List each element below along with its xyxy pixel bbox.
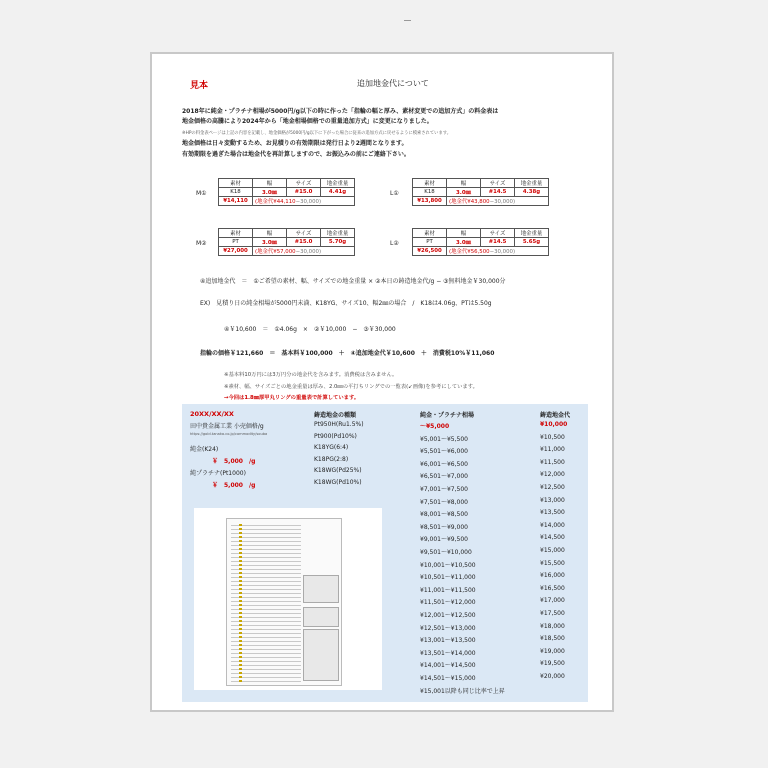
intro-line-2: 地金価格の高騰により2024年から「地金相場価格での重量追加方式」に変更になりました。: [182, 118, 433, 125]
intro-line-3: 地金価格は日々変動するため、お見積りの有効期限は発行日より2週間となります。: [182, 140, 408, 147]
casting-cost: ¥12,000: [540, 471, 565, 479]
weight-table-thumbnail: [226, 518, 342, 686]
cost-header: 鋳造地金代: [540, 412, 571, 419]
spec-weight: 5.65g: [515, 238, 549, 247]
spec-detail: (地金代¥56,500: [449, 249, 490, 255]
spec-detail-deduction: −30,000): [489, 249, 516, 255]
platinum-price: ￥ 5,000 /g: [212, 482, 256, 489]
casting-cost: ¥18,500: [540, 635, 565, 643]
thumbnail-marker: [239, 528, 242, 530]
market-range: ¥7,001〜¥7,500: [420, 486, 468, 493]
spec-header-cell: サイズ: [287, 229, 321, 238]
thumbnail-marker: [239, 628, 242, 630]
market-range: ¥14,501〜¥15,000: [420, 675, 476, 682]
casting-cost: ¥12,500: [540, 484, 565, 491]
thumbnail-marker: [239, 564, 242, 566]
spec-material: PT: [219, 238, 253, 247]
spec-price: ¥13,800: [413, 197, 447, 206]
thumbnail-marker: [239, 640, 242, 642]
thumbnail-marker: [239, 632, 242, 634]
casting-cost: ¥17,000: [540, 597, 565, 605]
thumbnail-marker: [239, 560, 242, 562]
casting-item: K18PG(2:8): [314, 455, 349, 463]
thumbnail-marker: [239, 540, 242, 542]
formula-example: ④￥10,600 ＝ ①4.06g × ②￥10,000 − ③￥30,000: [224, 326, 396, 333]
thumbnail-marker: [239, 624, 242, 626]
thumbnail-box: [303, 607, 339, 627]
spec-header-cell: 素材: [413, 179, 447, 188]
market-header: 純金・プラチナ相場: [420, 412, 475, 419]
spec-width: 3.0㎜: [447, 188, 481, 197]
market-range: ¥6,501〜¥7,000: [420, 473, 468, 481]
thumbnail-marker: [239, 612, 242, 614]
price-source-url: https://gold.tanaka.co.jp/commodity/souba: [190, 432, 268, 436]
thumbnail-marker: [239, 676, 242, 678]
spec-price: ¥26,500: [413, 247, 447, 256]
thumbnail-marker: [239, 524, 242, 526]
spec-detail: (地金代¥57,000: [255, 249, 296, 255]
casting-cost: ¥13,500: [540, 509, 565, 517]
thumbnail-marker: [239, 536, 242, 538]
spec-table-label: L①: [390, 190, 399, 197]
market-range: ¥9,501〜¥10,000: [420, 549, 472, 556]
thumbnail-marker: [239, 572, 242, 574]
market-range: ¥8,501〜¥9,000: [420, 523, 468, 531]
spec-table: [412, 228, 549, 256]
casting-item: Pt900(Pd10%): [314, 432, 357, 440]
spec-weight: 4.38g: [515, 188, 549, 197]
note-weight-table: ※素材、幅、サイズごとの地金重量は厚み、2.0㎜の平打ちリングでの一覧表(↙画像)を参考にしています。: [224, 384, 478, 390]
intro-line-1: 2018年に純金・プラチナ相場が5000円/g以下の時に作った「指輪の幅と厚み、素材変更での追加方式」の料金表は: [182, 108, 499, 115]
market-range: ¥13,001〜¥13,500: [420, 637, 476, 645]
market-range: 〜¥5,000: [420, 423, 450, 430]
thumbnail-marker: [239, 620, 242, 622]
document-title: 追加地金代について: [357, 79, 429, 88]
spec-detail: (地金代¥44,110: [255, 199, 296, 205]
thumbnail-marker: [239, 576, 242, 578]
formula-ring-price: 指輪の価格￥121,660 ＝ 基本料￥100,000 ＋ ④追加地金代￥10,600 ＋ 消費税10%￥11,060: [200, 350, 495, 357]
casting-cost: ¥19,500: [540, 660, 565, 668]
note-calculation: →今回は1.8㎜厚甲丸リングの重量表で計算しています。: [224, 395, 360, 401]
market-range: ¥9,001〜¥9,500: [420, 536, 468, 544]
casting-item: Pt950H(Ru1.5%): [314, 421, 364, 428]
spec-width: 3.0㎜: [253, 188, 287, 197]
thumbnail-marker: [239, 596, 242, 598]
thumbnail-marker: [239, 672, 242, 674]
casting-cost: ¥17,500: [540, 610, 565, 617]
platinum-label: 純プラチナ(Pt1000): [190, 470, 246, 477]
spec-table-label: M②: [196, 240, 207, 247]
spec-detail: (地金代¥43,800: [449, 199, 490, 205]
formula-additional-metal: ④追加地金代 ＝ ①ご希望の素材、幅、サイズでの地金重量 × ②本日の鋳造地金代/g − ③無料地金￥30,000分: [200, 278, 506, 285]
spec-size: #15.0: [287, 188, 321, 197]
casting-cost: ¥10,500: [540, 433, 565, 441]
casting-item: K18WG(Pd10%): [314, 479, 362, 486]
market-range: ¥7,501〜¥8,000: [420, 498, 468, 506]
spec-price: ¥14,110: [219, 197, 253, 206]
casting-item: K18WG(Pd25%): [314, 467, 362, 475]
market-range: ¥8,001〜¥8,500: [420, 511, 468, 519]
gold-label: 純金(K24): [190, 446, 219, 453]
market-range: ¥14,001〜¥14,500: [420, 662, 476, 670]
casting-cost: ¥14,500: [540, 534, 565, 542]
spec-header-cell: サイズ: [481, 229, 515, 238]
casting-cost: ¥11,500: [540, 458, 565, 466]
page-indicator: [404, 20, 411, 21]
spec-material: K18: [413, 188, 447, 197]
price-panel: [182, 404, 588, 702]
market-range: ¥5,501〜¥6,000: [420, 448, 468, 456]
spec-size: #14.5: [481, 188, 515, 197]
casting-cost: ¥20,000: [540, 673, 565, 680]
market-range: ¥13,501〜¥14,000: [420, 649, 476, 657]
spec-table: [218, 228, 355, 256]
spec-header-cell: 素材: [219, 229, 253, 238]
thumbnail-marker: [239, 644, 242, 646]
market-range: ¥10,501〜¥11,000: [420, 574, 476, 582]
thumbnail-marker: [239, 608, 242, 610]
spec-detail-deduction: −30,000): [489, 199, 516, 205]
spec-width: 3.0㎜: [447, 238, 481, 247]
sample-label: 見本: [190, 81, 209, 91]
spec-table: [218, 178, 355, 206]
intro-line-4: 有効期限を過ぎた場合は地金代を再計算しますので、お振込みの前にご連絡下さい。: [182, 151, 410, 158]
spec-table-label: M①: [196, 190, 207, 197]
spec-width: 3.0㎜: [253, 238, 287, 247]
thumbnail-marker: [239, 680, 242, 682]
spec-header-cell: 地金重量: [515, 229, 549, 238]
spec-header-cell: 地金重量: [321, 229, 355, 238]
casting-header: 鋳造地金の種類: [314, 412, 357, 419]
thumbnail-marker: [239, 616, 242, 618]
spec-size: #15.0: [287, 238, 321, 247]
spec-material: PT: [413, 238, 447, 247]
spec-detail-deduction: −30,000): [295, 249, 322, 255]
thumbnail-marker: [239, 548, 242, 550]
casting-cost: ¥16,000: [540, 572, 565, 580]
market-range: ¥10,001〜¥10,500: [420, 561, 476, 569]
spec-header-cell: 幅: [447, 229, 481, 238]
thumbnail-marker: [239, 604, 242, 606]
thumbnail-marker: [239, 580, 242, 582]
thumbnail-marker: [239, 592, 242, 594]
casting-cost: ¥13,000: [540, 496, 565, 504]
spec-header-cell: 素材: [219, 179, 253, 188]
spec-header-cell: 幅: [253, 179, 287, 188]
thumbnail-marker: [239, 544, 242, 546]
price-footer: ¥15,001以降も同じ比率で上昇: [420, 688, 505, 695]
market-range: ¥11,001〜¥11,500: [420, 586, 476, 594]
market-range: ¥12,501〜¥13,000: [420, 624, 476, 632]
thumbnail-marker: [239, 552, 242, 554]
spec-material: K18: [219, 188, 253, 197]
casting-cost: ¥14,000: [540, 521, 565, 529]
spec-detail-deduction: −30,000): [295, 199, 322, 205]
example-condition: EX) 見積り日の純金相場が5000円未満、K18YG、サイズ10、幅2㎜の場合 / K18は4.06g、PTは5.50g: [200, 300, 492, 307]
thumbnail-marker: [239, 664, 242, 666]
casting-item: K18YG(6:4): [314, 444, 349, 452]
spec-header-cell: 地金重量: [515, 179, 549, 188]
thumbnail-marker: [239, 588, 242, 590]
market-range: ¥12,001〜¥12,500: [420, 612, 476, 619]
spec-header-cell: 幅: [253, 229, 287, 238]
spec-table-label: L②: [390, 240, 399, 247]
casting-cost: ¥10,000: [540, 421, 568, 428]
spec-header-cell: 地金重量: [321, 179, 355, 188]
thumbnail-marker: [239, 568, 242, 570]
casting-cost: ¥16,500: [540, 584, 565, 592]
intro-note: ※HPの料金表ページは上記の内容を記載し、地金価格が5000円/g以下に下がった場合に従来の追加方式に戻せるように模索されています。: [182, 131, 452, 136]
thumbnail-marker: [239, 668, 242, 670]
casting-cost: ¥15,500: [540, 559, 565, 567]
thumbnail-marker: [239, 636, 242, 638]
spec-size: #14.5: [481, 238, 515, 247]
market-range: ¥6,001〜¥6,500: [420, 460, 468, 468]
market-range: ¥11,501〜¥12,000: [420, 599, 476, 607]
weight-table-image: [194, 508, 382, 690]
casting-cost: ¥15,000: [540, 547, 565, 554]
thumbnail-marker: [239, 656, 242, 658]
thumbnail-marker: [239, 556, 242, 558]
spec-table: [412, 178, 549, 206]
thumbnail-box: [303, 629, 339, 681]
spec-header-cell: サイズ: [287, 179, 321, 188]
thumbnail-marker: [239, 648, 242, 650]
thumbnail-marker: [239, 584, 242, 586]
gold-price: ￥ 5,000 /g: [212, 458, 256, 465]
price-source: 田中貴金属工業 小売価格/g: [190, 423, 264, 430]
thumbnail-box: [303, 575, 339, 603]
market-range: ¥5,001〜¥5,500: [420, 435, 468, 443]
thumbnail-marker: [239, 532, 242, 534]
spec-header-cell: 素材: [413, 229, 447, 238]
document-page: [150, 52, 614, 712]
spec-weight: 4.41g: [321, 188, 355, 197]
spec-weight: 5.70g: [321, 238, 355, 247]
thumbnail-marker: [239, 660, 242, 662]
price-date: 20XX/XX/XX: [190, 410, 234, 418]
casting-cost: ¥19,000: [540, 647, 565, 655]
thumbnail-marker: [239, 600, 242, 602]
thumbnail-marker: [239, 652, 242, 654]
casting-cost: ¥18,000: [540, 622, 565, 630]
spec-header-cell: 幅: [447, 179, 481, 188]
casting-cost: ¥11,000: [540, 446, 565, 454]
note-basic-fee: ※基本料10万円には3万円分の地金代を含みます。消費税は含みません。: [224, 372, 398, 378]
spec-price: ¥27,000: [219, 247, 253, 256]
spec-header-cell: サイズ: [481, 179, 515, 188]
